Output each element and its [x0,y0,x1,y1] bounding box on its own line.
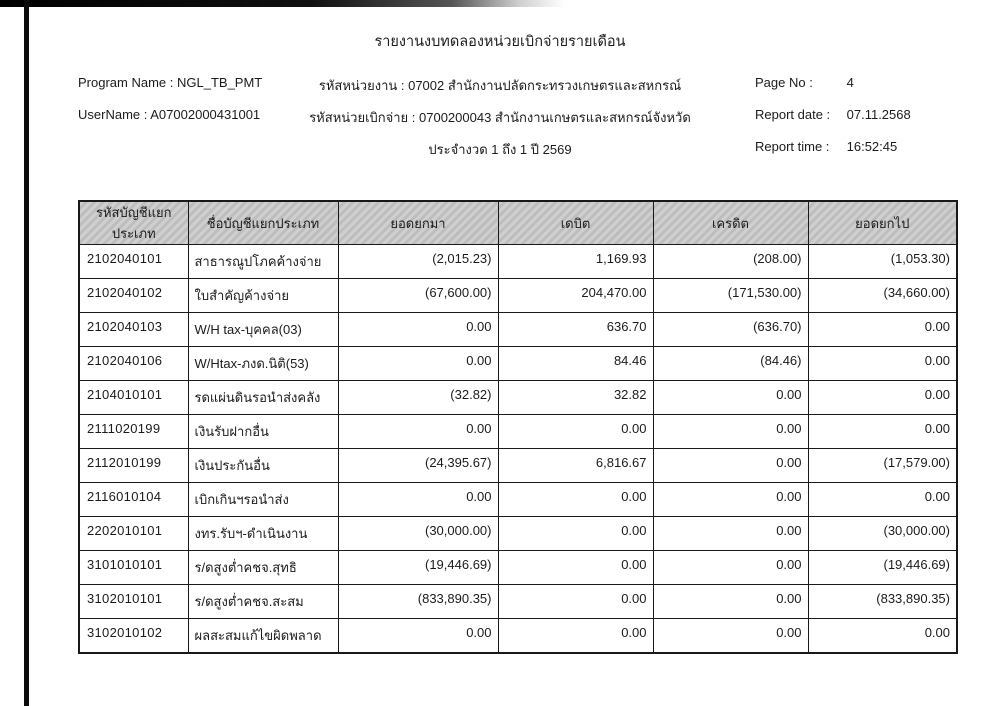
page-no-label: Page No : [755,75,813,90]
account-name-cell: เบิกเกินฯรอนำส่ง [188,483,338,517]
table-row [79,415,957,449]
username-value: A07002000431001 [150,107,261,122]
agency-code-line: รหัสหน่วยงาน : 07002 สำนักงานปลัดกระทรวงเกษตรและสหกรณ์ [318,78,682,93]
account-code-cell: 2102040106 [79,347,188,381]
page-no-line [755,75,854,90]
scan-artifact-left-line [24,0,29,706]
carry-forward-out-cell: 0.00 [808,313,957,347]
debit-cell: 636.70 [498,313,653,347]
account-name-cell: W/H tax-บุคคล(03) [188,313,338,347]
carry-forward-out-cell: (17,579.00) [808,449,957,483]
credit-cell: 0.00 [653,619,808,653]
carry-forward-in-cell: (24,395.67) [338,449,498,483]
disbursing-code-line: รหัสหน่วยเบิกจ่าย : 0700200043 สำนักงานเกษตรและสหกรณ์จังหวัด [309,110,691,125]
account-name-cell: ร/ดสูงต่ำคชจ.สะสม [188,585,338,619]
table-row [79,585,957,619]
account-code-cell: 2104010101 [79,381,188,415]
account-code-cell: 2116010104 [79,483,188,517]
table-row [79,449,957,483]
carry-forward-out-cell: (30,000.00) [808,517,957,551]
carry-forward-out-cell: (1,053.30) [808,245,957,279]
carry-forward-in-cell: 0.00 [338,415,498,449]
account-code-cell: 3102010102 [79,619,188,653]
account-name-cell: ใบสำคัญค้างจ่าย [188,279,338,313]
carry-forward-out-cell: 0.00 [808,619,957,653]
page-no-value: 4 [846,75,854,90]
account-name-cell: ผลสะสมแก้ไขผิดพลาด [188,619,338,653]
table-row [79,551,957,585]
debit-cell: 1,169.93 [498,245,653,279]
column-header-1: ชื่อบัญชีแยกประเภท [188,201,338,245]
table-row [79,245,957,279]
debit-cell: 0.00 [498,483,653,517]
carry-forward-out-cell: (19,446.69) [808,551,957,585]
account-code-cell: 2102040101 [79,245,188,279]
period-line: ประจำงวด 1 ถึง 1 ปี 2569 [428,142,572,157]
debit-cell: 0.00 [498,415,653,449]
credit-cell: 0.00 [653,381,808,415]
credit-cell: (84.46) [653,347,808,381]
debit-cell: 84.46 [498,347,653,381]
carry-forward-out-cell: (833,890.35) [808,585,957,619]
column-header-5: ยอดยกไป [808,201,957,245]
column-header-0: รหัสบัญชีแยกประเภท [79,201,188,245]
carry-forward-out-cell: 0.00 [808,415,957,449]
account-code-cell: 2102040103 [79,313,188,347]
table-row [79,517,957,551]
credit-cell: (208.00) [653,245,808,279]
debit-cell: 6,816.67 [498,449,653,483]
carry-forward-in-cell: (32.82) [338,381,498,415]
carry-forward-in-cell: (833,890.35) [338,585,498,619]
account-code-cell: 2202010101 [79,517,188,551]
account-name-cell: W/Htax-ภงด.นิติ(53) [188,347,338,381]
trial-balance-table [78,200,958,654]
table-body [79,245,957,653]
carry-forward-in-cell: 0.00 [338,483,498,517]
debit-cell: 0.00 [498,619,653,653]
scan-artifact-top-band [0,0,565,7]
table-row [79,381,957,415]
account-name-cell: เงินรับฝากอื่น [188,415,338,449]
debit-cell: 0.00 [498,585,653,619]
credit-cell: 0.00 [653,483,808,517]
report-date-label: Report date : [755,107,831,122]
table-row [79,313,957,347]
report-date-line [755,107,911,122]
debit-cell: 204,470.00 [498,279,653,313]
report-time-value: 16:52:45 [846,139,898,154]
carry-forward-in-cell: (67,600.00) [338,279,498,313]
program-name-value: NGL_TB_PMT [177,75,263,90]
debit-cell: 0.00 [498,517,653,551]
account-code-cell: 2111020199 [79,415,188,449]
carry-forward-out-cell: 0.00 [808,347,957,381]
credit-cell: 0.00 [653,585,808,619]
report-time-label: Report time : [755,139,830,154]
carry-forward-in-cell: (30,000.00) [338,517,498,551]
report-date-value: 07.11.2568 [846,107,911,122]
report-time-line [755,139,897,154]
carry-forward-out-cell: 0.00 [808,483,957,517]
column-header-4: เครดิต [653,201,808,245]
account-code-cell: 3101010101 [79,551,188,585]
carry-forward-in-cell: (2,015.23) [338,245,498,279]
report-title: รายงานงบทดลองหน่วยเบิกจ่ายรายเดือน [374,34,626,50]
carry-forward-in-cell: 0.00 [338,619,498,653]
credit-cell: (636.70) [653,313,808,347]
account-name-cell: งทร.รับฯ-ดำเนินงาน [188,517,338,551]
column-header-2: ยอดยกมา [338,201,498,245]
account-code-cell: 2102040102 [79,279,188,313]
table-row [79,483,957,517]
credit-cell: 0.00 [653,415,808,449]
debit-cell: 0.00 [498,551,653,585]
credit-cell: 0.00 [653,517,808,551]
column-header-3: เดบิต [498,201,653,245]
debit-cell: 32.82 [498,381,653,415]
credit-cell: (171,530.00) [653,279,808,313]
table-row [79,347,957,381]
credit-cell: 0.00 [653,551,808,585]
table-row [79,619,957,653]
carry-forward-in-cell: 0.00 [338,347,498,381]
carry-forward-out-cell: 0.00 [808,381,957,415]
carry-forward-in-cell: (19,446.69) [338,551,498,585]
account-name-cell: เงินประกันอื่น [188,449,338,483]
account-name-cell: ร/ดสูงต่ำคชจ.สุทธิ [188,551,338,585]
account-code-cell: 3102010101 [79,585,188,619]
carry-forward-in-cell: 0.00 [338,313,498,347]
account-code-cell: 2112010199 [79,449,188,483]
program-name-label: Program Name : [78,75,174,90]
carry-forward-out-cell: (34,660.00) [808,279,957,313]
account-name-cell: รดแผ่นดินรอนำส่งคลัง [188,381,338,415]
username-label: UserName : [78,107,148,122]
table-row [79,279,957,313]
account-name-cell: สาธารณูปโภคค้างจ่าย [188,245,338,279]
credit-cell: 0.00 [653,449,808,483]
table-header-row [79,201,957,245]
